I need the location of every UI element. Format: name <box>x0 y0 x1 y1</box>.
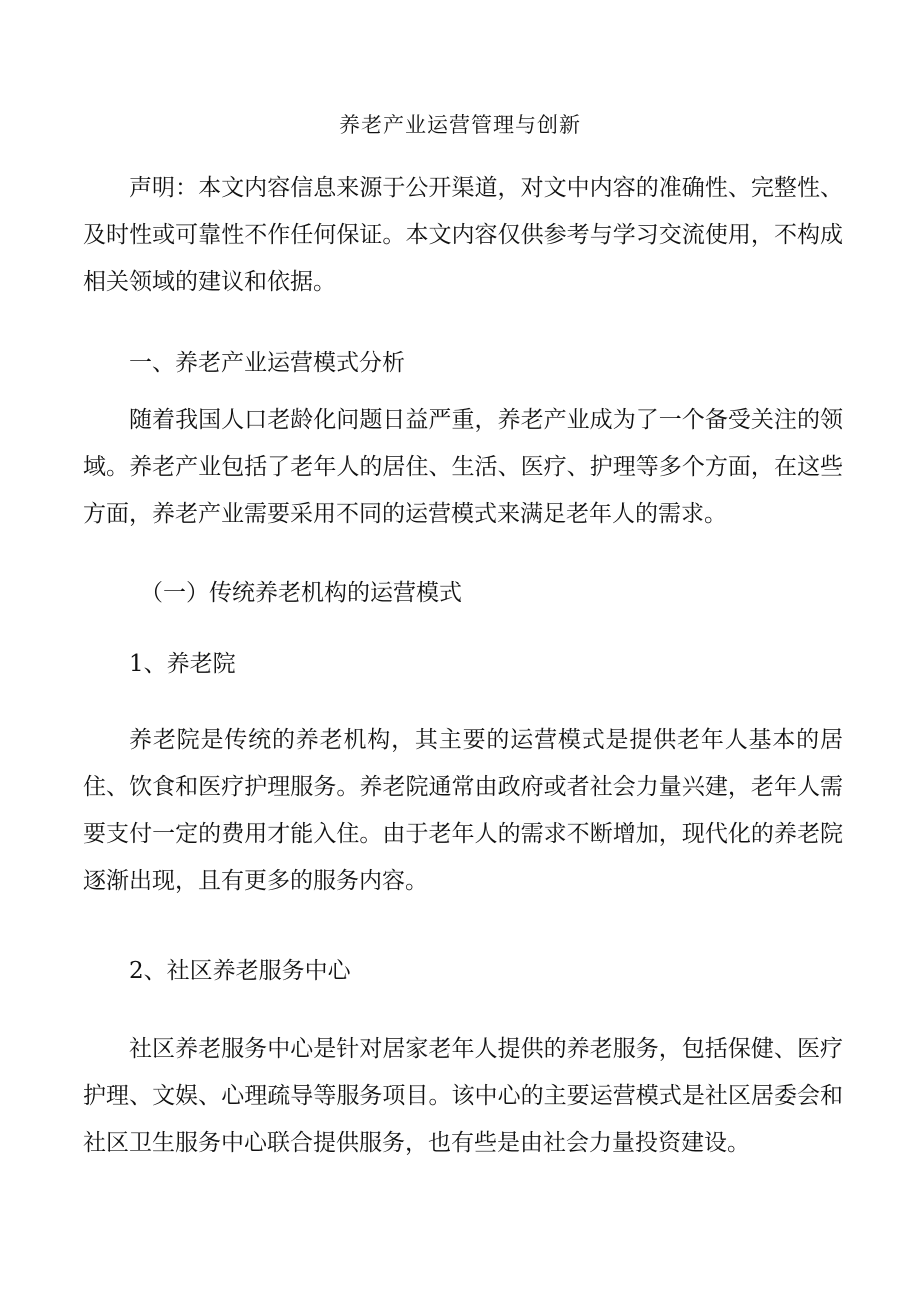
section-heading: 一、养老产业运营模式分析 <box>129 350 405 376</box>
item-heading-community-center: 2、社区养老服务中心 <box>129 958 351 984</box>
item-body-community-center: 社区养老服务中心是针对居家老年人提供的养老服务，包括保健、医疗护理、文娱、心理疏导等服务项目。该中心的主要运营模式是社区居委会和社区卫生服务中心联合提供服务，也有些是由社会力量投资建设。 <box>83 1036 843 1156</box>
disclaimer-paragraph: 声明：本文内容信息来源于公开渠道，对文中内容的准确性、完整性、及时性或可靠性不作任何保证。本文内容仅供参考与学习交流使用，不构成相关领域的建议和依据。 <box>83 175 843 295</box>
document-title: 养老产业运营管理与创新 <box>339 113 581 137</box>
section-intro-paragraph: 随着我国人口老龄化问题日益严重，养老产业成为了一个备受关注的领域。养老产业包括了老年人的居住、生活、医疗、护理等多个方面，在这些方面，养老产业需要采用不同的运营模式来满足老年人的需求。 <box>83 407 843 527</box>
subsection-heading: （一）传统养老机构的运营模式 <box>140 580 462 606</box>
item-heading-nursing-home: 1、养老院 <box>129 651 236 677</box>
item-body-nursing-home: 养老院是传统的养老机构，其主要的运营模式是提供老年人基本的居住、饮食和医疗护理服务。养老院通常由政府或者社会力量兴建，老年人需要支付一定的费用才能入住。由于老年人的需求不断增加，现代化的养老院逐渐出现，且有更多的服务内容。 <box>83 727 843 894</box>
